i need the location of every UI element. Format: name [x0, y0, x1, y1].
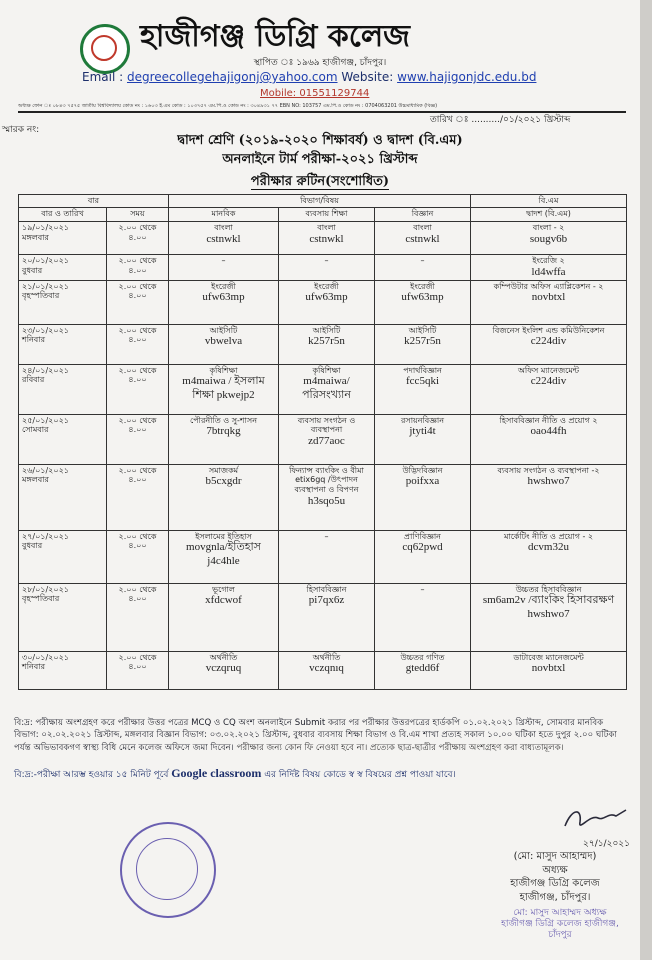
principal-title: অধ্যক্ষ: [542, 864, 568, 876]
note2-end: এর নির্দিষ্ট বিষয় কোডে স্ব স্ব বিষয়ের প্রশ্ন পাওয়া যাবে।: [264, 770, 456, 780]
humanities-cell: [169, 464, 279, 530]
note-submission-text: বি:দ্র: পরীক্ষায় অংশগ্রহণ করে পরীক্ষার উত্তর পত্রের MCQ ও CQ অংশ অনলাইনে Submit করার পর পরীক্ষার উত্তরপত্রের হার্ডকপি ০১.০২.২০২১ খ্রিস্টাব্দ, সোমবার মানবিক বিভাগ: ০২.০২.২০২১ খ্রিস্টাব্দ, মঙ্গলবার বিজ্ঞান বিভাগ: ০৩.০২.২০২১ খ্রিস্টাব্দ, বুধবার ব্যবসায় শিক্ষা বিভাগ ও বি.এম শাখা প্রত্যহ সকাল ১০.০০ ঘটিকা হতে দুপুর ২.০০ ঘটিকা পর্যন্ত অভিভাবকগণ স্বাস্থ্য বিধি মেনে কলেজ অফিসে জমা দিবেন।: [14, 718, 617, 753]
m-code: c224div: [530, 335, 567, 348]
b-sub: কৃষিশিক্ষা: [312, 365, 341, 375]
h-code: vczqruq: [205, 662, 242, 675]
b-sub: অর্থনীতি: [312, 652, 341, 662]
b-sub: হিসাববিজ্ঞান: [306, 584, 347, 594]
h-code: vbwelva: [204, 335, 243, 348]
m-sub: উচ্চতর হিসাববিজ্ঞান: [515, 584, 582, 594]
bm-cell: [471, 222, 627, 255]
business-cell: [279, 280, 375, 324]
day: মঙ্গলবার: [22, 475, 49, 485]
s-sub: ইংরেজী: [410, 281, 435, 291]
table-row: [19, 324, 627, 364]
business-cell: [279, 414, 375, 464]
col-business: ব্যবসায় শিক্ষা: [279, 208, 375, 222]
time2: ৪.০০: [128, 232, 147, 242]
b-sub: বাংলা: [317, 223, 336, 232]
time: ২.০০ থেকে: [118, 256, 157, 265]
science-cell: [375, 651, 471, 689]
b-sub: –: [324, 256, 329, 265]
m-sub: ইংরেজি ২: [532, 256, 565, 265]
h-sub: অর্থনীতি: [209, 652, 238, 662]
time: ২.০০ থেকে: [118, 325, 157, 335]
principal-name: (মো: মাসুদ আহাম্মদ): [513, 851, 597, 863]
s-sub: বাংলা: [413, 223, 432, 232]
m-code: sougv6b: [529, 232, 568, 245]
table-row: [19, 255, 627, 281]
date-cell: [19, 280, 107, 324]
time: ২.০০ থেকে: [118, 652, 157, 662]
time: ২.০০ থেকে: [118, 415, 157, 425]
s-code: ufw63mp: [401, 291, 444, 304]
m-sub: অফিস ম্যানেজমেন্ট: [517, 365, 580, 375]
bm-cell: [471, 651, 627, 689]
h-sub: সমাজকর্ম: [208, 465, 239, 475]
col-humanities: মানবিক: [169, 208, 279, 222]
college-name: হাজীগঞ্জ ডিগ্রি কলেজ: [140, 19, 411, 54]
m-sub: বাংলা - ২: [532, 223, 565, 232]
business-cell: [279, 651, 375, 689]
s-code: k257r5n: [404, 335, 441, 348]
h-code: b5cxgdr: [205, 475, 242, 488]
date: ২৪/০১/২০২১: [22, 365, 69, 375]
time2: ৪.০০: [128, 265, 147, 275]
principal-stamp: মো: মাসুদ আহাম্মদ অধ্যক্ষ হাজীগঞ্জ ডিগ্রি কলেজ হাজীগঞ্জ, চাঁদপুর: [501, 908, 619, 940]
email-link[interactable]: degreecollegehajigonj@yahoo.com: [126, 70, 338, 84]
m-code: dcvm32u: [528, 541, 569, 554]
m-sub: ব্যবসায় সংগঠন ও ব্যবস্থাপনা -২: [497, 465, 600, 475]
table-row: [19, 464, 627, 530]
m-sub: বিজনেস ইংলিশ এন্ড কমিউনিকেশন: [492, 325, 605, 335]
business-cell: [279, 464, 375, 530]
website-label: Website:: [341, 70, 394, 84]
established-line: স্থাপিত ঃ ১৯৬৯ হাজীগঞ্জ, চাঁদপুর।: [253, 58, 387, 68]
note-fee-text: পরীক্ষার জন্য কোন ফি নেওয়া হবে না। প্রত্যেক ছাত্র-ছাত্রীর পরীক্ষায় অংশগ্রহণ করা বাধ্যতামূলক।: [236, 742, 564, 753]
group-day: বার: [19, 195, 169, 208]
h-sub: –: [221, 256, 226, 265]
time-cell: [107, 530, 169, 583]
day: বুধবার: [22, 541, 43, 551]
h-sub: ভূগোল: [212, 584, 235, 594]
b-code: ufw63mp: [305, 291, 348, 304]
time2: ৪.০০: [128, 291, 147, 301]
time: ২.০০ থেকে: [118, 584, 157, 594]
time2: ৪.০০: [128, 594, 147, 604]
bm-cell: [471, 364, 627, 414]
m-code: c224div: [530, 375, 567, 388]
day: শনিবার: [22, 662, 45, 672]
day: মঙ্গলবার: [22, 232, 49, 242]
m-sub: কম্পিউটার অফিস এ্যাপ্লিকেশন - ২: [493, 281, 604, 291]
h-code: cstnwkl: [206, 232, 241, 245]
date: ২৩/০১/২০২১: [22, 325, 69, 335]
s-sub: প্রাণিবিজ্ঞান: [404, 531, 441, 541]
b-sub: ফিন্যান্স ব্যাংকিং ও বীমা etix6gq /উৎপাদন ব্যবস্থাপনা ও বিপণন: [289, 465, 364, 494]
date: ২৫/০১/২০২১: [22, 415, 69, 425]
humanities-cell: [169, 651, 279, 689]
time: ২.০০ থেকে: [118, 223, 157, 232]
time2: ৪.০০: [128, 375, 147, 385]
website-link[interactable]: www.hajigonjdc.edu.bd: [397, 70, 537, 84]
b-sub: –: [324, 531, 329, 541]
contact-line: [82, 70, 536, 84]
bm-cell: [471, 414, 627, 464]
time: ২.০০ থেকে: [118, 465, 157, 475]
bm-cell: [471, 280, 627, 324]
h-sub: পৌরনীতি ও সু-শাসন: [190, 415, 257, 425]
humanities-cell: [169, 324, 279, 364]
humanities-cell: [169, 530, 279, 583]
m-sub: মার্কেটিং নীতি ও প্রয়োগ - ২: [503, 531, 594, 541]
time-cell: [107, 255, 169, 281]
humanities-cell: [169, 222, 279, 255]
table-row: [19, 280, 627, 324]
time2: ৪.০০: [128, 425, 147, 435]
bm-cell: [471, 583, 627, 651]
humanities-cell: [169, 414, 279, 464]
bm-cell: [471, 324, 627, 364]
time-cell: [107, 651, 169, 689]
page-edge: [640, 0, 652, 960]
heading-class: দ্বাদশ শ্রেণি (২০১৯-২০২০ শিক্ষাবর্ষ) ও দ্বাদশ (বি.এম): [177, 133, 463, 148]
date-cell: [19, 651, 107, 689]
col-science: বিজ্ঞান: [375, 208, 471, 222]
time-cell: [107, 222, 169, 255]
time-cell: [107, 324, 169, 364]
b-code: cstnwkl: [309, 232, 344, 245]
b-code: h3sqo5u: [307, 494, 346, 507]
group-bm: বি.এম: [471, 195, 627, 208]
b-code: k257r5n: [308, 335, 345, 348]
time-cell: [107, 280, 169, 324]
science-cell: [375, 324, 471, 364]
m-sub: হিসাববিজ্ঞান নীতি ও প্রয়োগ ২: [499, 415, 598, 425]
b-code: vczqnıq: [309, 662, 344, 675]
h-sub: কৃষিশিক্ষা: [209, 365, 238, 375]
s-sub: আইসিটি: [408, 325, 437, 335]
time: ২.০০ থেকে: [118, 281, 157, 291]
date: ২১/০১/২০২১: [22, 281, 69, 291]
s-code: poifxxa: [405, 475, 440, 488]
exam-routine-table: [18, 194, 627, 690]
address-line: অধ্যক্ষ ফোন ঃ ০৮৪৩ ৭৫৭৫ জাতীয় বিশ্ববিদ্যালয় কোড নং : ১৬০৩ ই.এম কোড : ১০৩৭৫৭ এম.পি.ও কোড নং : ৩০৪৯৩১ ৭৭ EBN NO: 103757 এম.পি.ও কোড নং : 0704063201 উচ্চমাধ্যমিক (বিজ্ঞ): [18, 103, 438, 109]
time-cell: [107, 414, 169, 464]
college-seal-icon: [120, 822, 216, 918]
date: ১৯/০১/২০২১: [22, 223, 69, 232]
time2: ৪.০০: [128, 335, 147, 345]
heading-exam: অনলাইনে টার্ম পরীক্ষা-২০২১ খ্রিস্টাব্দ: [222, 152, 418, 167]
s-code: cstnwkl: [405, 232, 440, 245]
s-code: fcc5qki: [406, 375, 439, 388]
b-code: m4maiwa/ পরিসংখ্যান: [302, 375, 351, 401]
science-cell: [375, 280, 471, 324]
table-row: [19, 530, 627, 583]
s-code: cq62pwd: [402, 541, 443, 554]
humanities-cell: [169, 280, 279, 324]
time-cell: [107, 583, 169, 651]
time: ২.০০ থেকে: [118, 531, 157, 541]
s-sub: –: [420, 584, 425, 594]
bm-cell: [471, 464, 627, 530]
s-sub: উদ্ভিদবিজ্ঞান: [402, 465, 443, 475]
date-cell: [19, 583, 107, 651]
day: শনিবার: [22, 335, 45, 345]
date-cell: [19, 414, 107, 464]
humanities-cell: [169, 583, 279, 651]
s-sub: উচ্চতর গণিত: [400, 652, 445, 662]
m-sub: ডাটাবেজ ম্যানেজমেন্ট: [513, 652, 584, 662]
signature-date: ২৭/১/২০২১: [582, 839, 630, 849]
m-code: sm6am2v /ব্যাংকিং হিসাবরক্ষণ hwshwo7: [482, 594, 615, 620]
h-sub: ইংরেজী: [211, 281, 236, 291]
science-cell: [375, 255, 471, 281]
science-cell: [375, 583, 471, 651]
table-row: [19, 222, 627, 255]
h-code: ufw63mp: [202, 291, 245, 304]
date: ২৭/০১/২০২১: [22, 531, 69, 541]
signature-mark-icon: [560, 804, 630, 834]
s-sub: –: [420, 256, 425, 265]
principal-college: হাজীগঞ্জ ডিগ্রি কলেজ: [510, 878, 600, 890]
m-code: ld4wffa: [531, 265, 566, 278]
time-cell: [107, 464, 169, 530]
signature-block: [480, 838, 630, 904]
time: ২.০০ থেকে: [118, 365, 157, 375]
h-sub: বাংলা: [214, 223, 233, 232]
h-code: 7btrqkg: [206, 425, 241, 438]
table-row: [19, 414, 627, 464]
b-sub: ব্যবসায় সংগঠন ও ব্যবস্থাপনা: [297, 415, 356, 435]
email-label: Email :: [82, 70, 124, 84]
s-sub: পদার্থবিজ্ঞান: [403, 365, 442, 375]
time2: ৪.০০: [128, 541, 147, 551]
memo-number: স্মারক নং:: [2, 125, 40, 135]
group-subject: বিভাগ/বিষয়: [169, 195, 471, 208]
date: ২০/০১/২০২১: [22, 256, 69, 265]
m-code: hwshwo7: [527, 475, 570, 488]
note2-start: বি:দ্র:-পরীক্ষা আরম্ভ হওয়ার ১৫ মিনিট পূর্বে: [14, 770, 169, 780]
b-code: zd77aoc: [308, 434, 345, 447]
col-date: বার ও তারিখ: [19, 208, 107, 222]
h-sub: ইসলামের ইতিহাস: [195, 531, 252, 541]
b-sub: আইসিটি: [312, 325, 341, 335]
h-sub: আইসিটি: [209, 325, 238, 335]
time2: ৪.০০: [128, 662, 147, 672]
date-cell: [19, 222, 107, 255]
google-classroom-text: Google classroom: [171, 766, 262, 780]
business-cell: [279, 530, 375, 583]
date-cell: [19, 530, 107, 583]
time2: ৪.০০: [128, 475, 147, 485]
principal-place: হাজীগঞ্জ, চাঁদপুর।: [519, 891, 591, 903]
business-cell: [279, 222, 375, 255]
day: বৃহস্পতিবার: [22, 291, 60, 301]
table-column-header: [19, 208, 627, 222]
s-sub: রসায়নবিজ্ঞান: [401, 415, 445, 425]
mobile-number: Mobile: 01551129744: [260, 88, 370, 99]
science-cell: [375, 530, 471, 583]
table-row: [19, 651, 627, 689]
bm-cell: [471, 255, 627, 281]
business-cell: [279, 255, 375, 281]
date: ২৮/০১/২০২১: [22, 584, 69, 594]
b-code: pi7qx6z: [308, 594, 345, 607]
science-cell: [375, 464, 471, 530]
m-code: novbtxl: [531, 662, 566, 675]
h-code: m4maiwa / ইসলাম শিক্ষা pkwejp2: [182, 375, 265, 401]
day: সোমবার: [22, 425, 49, 435]
s-code: gtedd6f: [405, 662, 440, 675]
date-cell: [19, 324, 107, 364]
note-google-classroom: [14, 766, 626, 782]
humanities-cell: [169, 255, 279, 281]
s-code: jtyti4t: [409, 425, 436, 438]
routine-title: পরীক্ষার রুটিন(সংশোধিত): [250, 174, 390, 189]
h-code: xfdcwof: [205, 594, 242, 607]
table-row: [19, 364, 627, 414]
m-code: novbtxl: [531, 291, 566, 304]
day: বৃহস্পতিবার: [22, 594, 60, 604]
col-bm: দ্বাদশ (বি.এম): [471, 208, 627, 222]
h-code: movgnla/ইতিহাস j4c4hle: [186, 541, 261, 567]
science-cell: [375, 414, 471, 464]
date-cell: [19, 255, 107, 281]
day: রবিবার: [22, 375, 45, 385]
col-time: সময়: [107, 208, 169, 222]
bm-cell: [471, 530, 627, 583]
document-date: তারিখ ঃ ........../০১/২০২১ খ্রিস্টাব্দ: [430, 115, 571, 125]
date: ২৬/০১/২০২১: [22, 465, 69, 475]
science-cell: [375, 364, 471, 414]
business-cell: [279, 324, 375, 364]
humanities-cell: [169, 364, 279, 414]
date-cell: [19, 464, 107, 530]
business-cell: [279, 583, 375, 651]
m-code: oao44fh: [530, 425, 567, 438]
heading-routine: [0, 170, 640, 193]
day: বুধবার: [22, 265, 43, 275]
b-sub: ইংরেজী: [314, 281, 339, 291]
date: ৩০/০১/২০২১: [22, 652, 69, 662]
note-submission: [14, 717, 626, 754]
date-cell: [19, 364, 107, 414]
time-cell: [107, 364, 169, 414]
science-cell: [375, 222, 471, 255]
business-cell: [279, 364, 375, 414]
table-group-header: [19, 195, 627, 208]
table-row: [19, 583, 627, 651]
